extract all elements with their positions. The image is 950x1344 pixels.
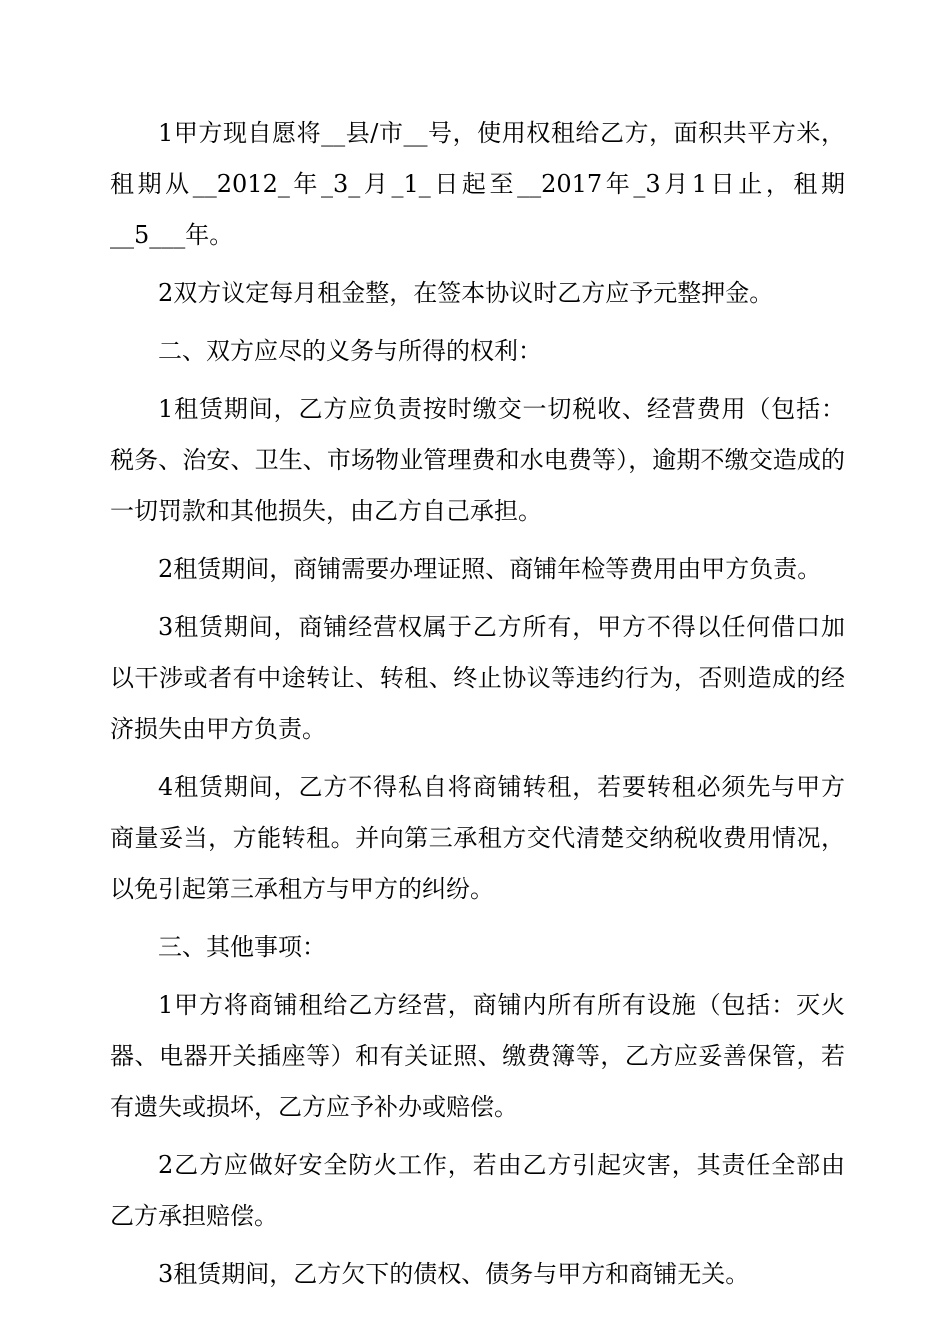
section-3-heading: 三、其他事项： (158, 933, 326, 961)
clause-1-1-lease-term: 1甲方现自愿将__县/市__号，使用权租给乙方，面积共平方米，租期从__2012_年_3_月_1_日起至__2017年_3月1日止，租期__5___年。 (110, 119, 845, 249)
clause-3-1-facilities: 1甲方将商铺租给乙方经营，商铺内所有所有设施（包括：灭火器、电器开关插座等）和有关证照、缴费簿等，乙方应妥善保管，若有遗失或损坏，乙方应予补办或赔偿。 (110, 991, 845, 1121)
clause-1-2-rent-deposit: 2双方议定每月租金整，在签本协议时乙方应予元整押金。 (158, 279, 774, 307)
clause-2-3-operating-rights: 3租赁期间，商铺经营权属于乙方所有，甲方不得以任何借口加以干涉或者有中途转让、转租、终止协议等违约行为，否则造成的经济损失由甲方负责。 (110, 613, 845, 743)
document-body (110, 108, 845, 1307)
clause-2-2-licenses: 2租赁期间，商铺需要办理证照、商铺年检等费用由甲方负责。 (158, 555, 822, 583)
clause-3-3-debts: 3租赁期间，乙方欠下的债权、债务与甲方和商铺无关。 (158, 1260, 750, 1288)
clause-2-1-taxes-fees: 1租赁期间，乙方应负责按时缴交一切税收、经营费用（包括：税务、治安、卫生、市场物业管理费和水电费等），逾期不缴交造成的一切罚款和其他损失，由乙方自己承担。 (110, 395, 845, 525)
section-2-heading: 二、双方应尽的义务与所得的权利： (158, 337, 542, 365)
clause-2-4-subletting: 4租赁期间，乙方不得私自将商铺转租，若要转租必须先与甲方商量妥当，方能转租。并向第三承租方交代清楚交纳税收费用情况，以免引起第三承租方与甲方的纠纷。 (110, 773, 845, 903)
clause-3-2-fire-safety: 2乙方应做好安全防火工作，若由乙方引起灾害，其责任全部由乙方承担赔偿。 (110, 1151, 845, 1230)
